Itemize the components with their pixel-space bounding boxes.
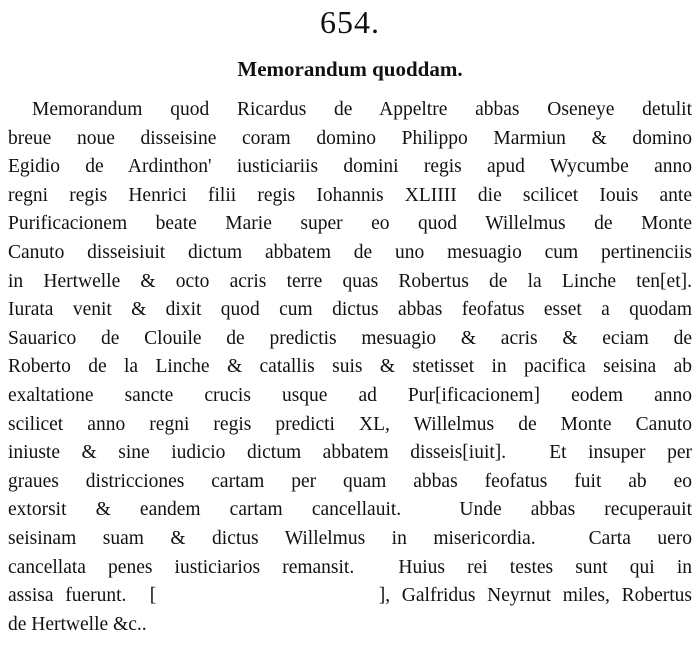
page-number: 654. [320, 4, 380, 40]
document-body [8, 96, 692, 639]
text-line: de Hertwelle &c.. [8, 613, 147, 635]
text-line: iniuste & sine iudicio dictum abbatem disseis[iuit]. Et insuper per [8, 442, 692, 464]
document-heading: Memorandum quoddam. [237, 57, 463, 81]
text-line: seisinam suam & dictus Willelmus in misericordia. Carta uero [8, 527, 692, 549]
text-line: graues districciones cartam per quam abbas feofatus fuit ab eo [8, 470, 692, 492]
text-line: cancellata penes iusticiarios remansit. Huius rei testes sunt qui in [8, 556, 692, 578]
text-line: extorsit & eandem cartam cancellauit. Unde abbas recuperauit [8, 499, 692, 521]
text-line: Sauarico de Clouile de predictis mesuagio & acris & eciam de [8, 327, 692, 349]
text-line: Canuto disseisiuit dictum abbatem de uno mesuagio cum pertinenciis [8, 241, 692, 263]
text-line: Egidio de Ardinthon' iusticiariis domini regis apud Wycumbe anno [8, 156, 692, 178]
text-line: regni regis Henrici filii regis Iohannis XLIIII die scilicet Iouis ante [8, 184, 692, 206]
text-line: scilicet anno regni regis predicti XL, Willelmus de Monte Canuto [8, 413, 692, 435]
text-line: Purificacionem beate Marie super eo quod Willelmus de Monte [8, 213, 692, 235]
text-line: in Hertwelle & octo acris terre quas Robertus de la Linche ten[et]. [8, 270, 692, 292]
text-line: exaltatione sancte crucis usque ad Pur[ificacionem] eodem anno [8, 384, 692, 406]
text-line: Memorandum quod Ricardus de Appeltre abbas Oseneye detulit [32, 99, 692, 120]
text-line: Iurata venit & dixit quod cum dictus abbas feofatus esset a quodam [8, 299, 692, 321]
text-line: breue noue disseisine coram domino Philippo Marmiun & domino [8, 127, 692, 149]
text-line: assisa fuerunt. [ ], Galfridus Neyrnut miles, Robertus [8, 585, 692, 607]
text-line: Roberto de la Linche & catallis suis & stetisset in pacifica seisina ab [8, 356, 692, 378]
